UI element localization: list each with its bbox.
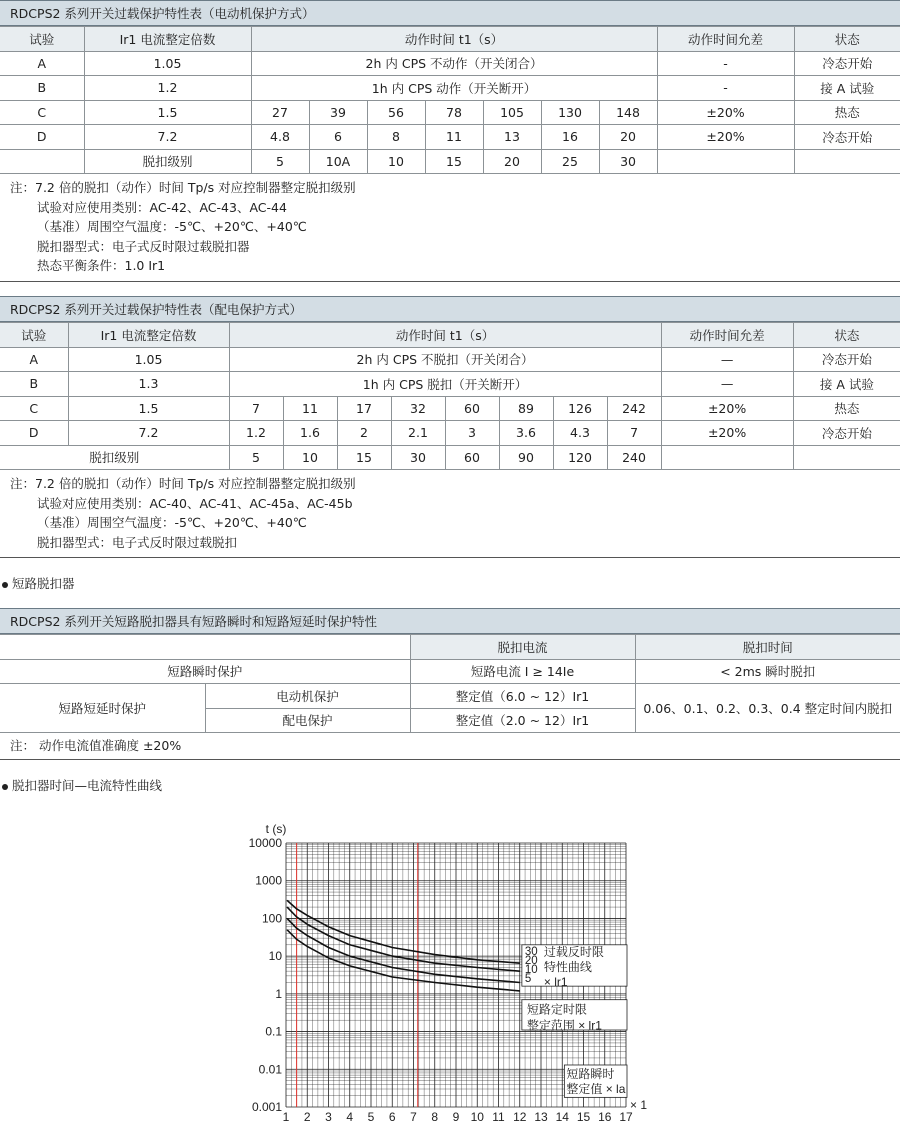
- note-line: （基准）周围空气温度：-5℃、+20℃、+40℃: [37, 515, 307, 530]
- x-tick-label: 15: [576, 1110, 591, 1124]
- cell: 4.3: [553, 421, 607, 446]
- cell: [794, 149, 900, 174]
- motor-overload-table: [0, 26, 900, 174]
- short-circuit-table: [0, 634, 900, 733]
- instant-label: 短路瞬时: [566, 1066, 615, 1081]
- cell: 105: [483, 100, 541, 125]
- bullet-icon: [2, 784, 8, 790]
- cell: C: [0, 396, 68, 421]
- cell: 1.2: [84, 76, 251, 101]
- x-tick-label: 6: [388, 1110, 396, 1124]
- y-tick-label: 1: [275, 986, 282, 1001]
- cell: 1h 内 CPS 动作（开关断开）: [251, 76, 657, 101]
- cell: ±20%: [661, 421, 793, 446]
- overload-label: × lr1: [543, 974, 568, 989]
- cell: 整定值（2.0 ~ 12）Ir1: [410, 708, 635, 733]
- col-test: 试验: [0, 323, 68, 348]
- note-line: 注：7.2 倍的脱扣（动作）时间 Tp/s 对应控制器整定脱扣级别: [10, 180, 356, 195]
- overload-label: 特性曲线: [543, 959, 592, 974]
- x-tick-label: 4: [346, 1110, 354, 1124]
- cell: 242: [607, 396, 661, 421]
- cell: —: [661, 372, 793, 397]
- cell: [657, 149, 794, 174]
- cell: 2h 内 CPS 不动作（开关闭合）: [251, 51, 657, 76]
- heading-text: 短路脱扣器: [12, 576, 75, 591]
- note-line: 注：7.2 倍的脱扣（动作）时间 Tp/s 对应控制器整定脱扣级别: [10, 476, 356, 491]
- cell: [0, 149, 84, 174]
- cell: ±20%: [661, 396, 793, 421]
- cell: C: [0, 100, 84, 125]
- cell: 10: [367, 149, 425, 174]
- cell: 冷态开始: [793, 347, 900, 372]
- cell: 32: [391, 396, 445, 421]
- table2-title: RDCPS2 系列开关过载保护特性表（配电保护方式）: [0, 296, 900, 322]
- cell: 5: [251, 149, 309, 174]
- cell: 短路短延时保护: [0, 684, 205, 733]
- cell: 1h 内 CPS 脱扣（开关断开）: [229, 372, 661, 397]
- table-row: [0, 659, 900, 684]
- curve-number-label: 5: [524, 972, 532, 985]
- bullet-icon: [2, 582, 8, 588]
- curve-20: [287, 907, 520, 971]
- cell: 1.5: [68, 396, 229, 421]
- cell: 2: [337, 421, 391, 446]
- col-tolerance: 动作时间允差: [657, 27, 794, 52]
- cell: 30: [391, 445, 445, 470]
- cell: 脱扣级别: [84, 149, 251, 174]
- y-tick-label: 10000: [248, 836, 282, 850]
- table1-notes: [0, 174, 900, 281]
- cell: 8: [367, 125, 425, 150]
- cell: 1.2: [229, 421, 283, 446]
- cell: 5: [229, 445, 283, 470]
- cell: A: [0, 51, 84, 76]
- cell: 7.2: [68, 421, 229, 446]
- col-time: 动作时间 t1（s）: [229, 323, 661, 348]
- y-tick-label: 100: [261, 911, 282, 926]
- x-tick-label: 14: [555, 1110, 569, 1124]
- curve-heading: [0, 776, 900, 796]
- short-delay-label: 整定范围 × lr1: [526, 1018, 602, 1033]
- cell: < 2ms 瞬时脱扣: [635, 659, 900, 684]
- x-axis-label: × 1: [630, 1098, 648, 1112]
- cell: 30: [599, 149, 657, 174]
- cell: [793, 445, 900, 470]
- table-row: [0, 372, 900, 397]
- cell: 39: [309, 100, 367, 125]
- cell: 56: [367, 100, 425, 125]
- cell: 配电保护: [205, 708, 410, 733]
- col-tolerance: 动作时间允差: [661, 323, 793, 348]
- cell: 1.6: [283, 421, 337, 446]
- instant-label: 整定值 × la: [566, 1081, 626, 1096]
- cell: 15: [425, 149, 483, 174]
- cell: 接 A 试验: [793, 372, 900, 397]
- col-state: 状态: [794, 27, 900, 52]
- note-line: 脱扣器型式：电子式反时限过载脱扣器: [37, 238, 250, 254]
- x-tick-label: 3: [325, 1110, 332, 1124]
- cell: 20: [599, 125, 657, 150]
- time-current-chart: [230, 815, 660, 1125]
- col-trip-current: 脱扣电流: [410, 635, 635, 660]
- cell: 15: [337, 445, 391, 470]
- cell: 1.5: [84, 100, 251, 125]
- cell: 2h 内 CPS 不脱扣（开关闭合）: [229, 347, 661, 372]
- cell: 电动机保护: [205, 684, 410, 709]
- cell: B: [0, 372, 68, 397]
- cell: B: [0, 76, 84, 101]
- cell: 热态: [793, 396, 900, 421]
- cell: 78: [425, 100, 483, 125]
- curve-number-label: 30: [524, 945, 538, 958]
- cell: ±20%: [657, 100, 794, 125]
- cell: 0.06、0.1、0.2、0.3、0.4 整定时间内脱扣: [635, 684, 900, 733]
- table-row: [0, 125, 900, 150]
- y-tick-label: 10: [268, 949, 282, 964]
- note-line: 注： 动作电流值准确度 ±20%: [10, 738, 182, 753]
- cell: 25: [541, 149, 599, 174]
- cell: D: [0, 125, 84, 150]
- cell: 1.05: [84, 51, 251, 76]
- cell: 3: [445, 421, 499, 446]
- table2-notes: [0, 470, 900, 557]
- cell: 7: [607, 421, 661, 446]
- distribution-overload-table: [0, 322, 900, 470]
- table-row: [0, 51, 900, 76]
- cell: 120: [553, 445, 607, 470]
- x-tick-label: 12: [513, 1110, 527, 1124]
- cell: [661, 445, 793, 470]
- cell: 60: [445, 396, 499, 421]
- y-tick-label: 1000: [255, 873, 282, 888]
- short-delay-label: 短路定时限: [526, 1002, 587, 1017]
- x-tick-label: 7: [410, 1110, 417, 1124]
- x-tick-label: 9: [452, 1110, 460, 1124]
- note-line: 热态平衡条件：1.0 Ir1: [37, 258, 166, 273]
- col-state: 状态: [793, 323, 900, 348]
- cell: 89: [499, 396, 553, 421]
- cell: 17: [337, 396, 391, 421]
- col-time: 动作时间 t1（s）: [251, 27, 657, 52]
- table3-note: [0, 733, 900, 759]
- note-line: 试验对应使用类别：AC-40、AC-41、AC-45a、AC-45b: [37, 495, 353, 511]
- cell: 接 A 试验: [794, 76, 900, 101]
- divider: [0, 281, 900, 282]
- short-circuit-heading: [0, 574, 900, 594]
- cell: 冷态开始: [794, 51, 900, 76]
- cell: A: [0, 347, 68, 372]
- cell: 130: [541, 100, 599, 125]
- table3-title: RDCPS2 系列开关短路脱扣器具有短路瞬时和短路短延时保护特性: [0, 608, 900, 634]
- cell: 1.05: [68, 347, 229, 372]
- cell: 4.8: [251, 125, 309, 150]
- cell: 240: [607, 445, 661, 470]
- cell: 10A: [309, 149, 367, 174]
- cell: 27: [251, 100, 309, 125]
- x-tick-label: 11: [492, 1110, 505, 1124]
- cell: 脱扣级别: [0, 445, 229, 470]
- curve-10: [287, 918, 520, 982]
- table-row: [0, 347, 900, 372]
- y-axis-label: t (s): [265, 822, 287, 836]
- heading-text: 脱扣器时间—电流特性曲线: [12, 778, 163, 793]
- cell: 7: [229, 396, 283, 421]
- table-row: [0, 445, 900, 470]
- cell: 13: [483, 125, 541, 150]
- cell: ±20%: [657, 125, 794, 150]
- cell: 1.3: [68, 372, 229, 397]
- y-tick-label: 0.1: [265, 1024, 282, 1039]
- table-row: [0, 149, 900, 174]
- cell: 短路电流 I ≥ 14Ie: [410, 659, 635, 684]
- cell: 冷态开始: [794, 125, 900, 150]
- cell: 11: [425, 125, 483, 150]
- x-tick-label: 2: [303, 1110, 311, 1124]
- cell: D: [0, 421, 68, 446]
- col-multiple: Ir1 电流整定倍数: [84, 27, 251, 52]
- cell: 7.2: [84, 125, 251, 150]
- x-tick-label: 8: [431, 1110, 439, 1124]
- divider: [0, 557, 900, 558]
- cell: -: [657, 76, 794, 101]
- table-row: [0, 684, 900, 709]
- overload-label: 过载反时限: [543, 944, 604, 959]
- y-tick-label: 0.001: [251, 1100, 282, 1114]
- table-row: [0, 100, 900, 125]
- col-trip-time: 脱扣时间: [635, 635, 900, 660]
- cell: -: [657, 51, 794, 76]
- note-line: 脱扣器型式：电子式反时限过载脱扣: [37, 534, 238, 550]
- cell: 10: [283, 445, 337, 470]
- cell: 148: [599, 100, 657, 125]
- x-tick-label: 5: [367, 1110, 375, 1124]
- note-line: （基准）周围空气温度：-5℃、+20℃、+40℃: [37, 219, 307, 234]
- note-line: 试验对应使用类别：AC-42、AC-43、AC-44: [37, 199, 287, 215]
- col-test: 试验: [0, 27, 84, 52]
- cell: —: [661, 347, 793, 372]
- cell: 16: [541, 125, 599, 150]
- cell: 3.6: [499, 421, 553, 446]
- cell: 冷态开始: [793, 421, 900, 446]
- cell: 20: [483, 149, 541, 174]
- divider: [0, 759, 900, 760]
- cell: 热态: [794, 100, 900, 125]
- col-multiple: Ir1 电流整定倍数: [68, 323, 229, 348]
- cell: 60: [445, 445, 499, 470]
- cell: 126: [553, 396, 607, 421]
- table-row: [0, 396, 900, 421]
- x-tick-label: 1: [282, 1110, 290, 1124]
- cell: 6: [309, 125, 367, 150]
- table-row: [0, 76, 900, 101]
- cell: 整定值（6.0 ~ 12）Ir1: [410, 684, 635, 709]
- curve-number-label: 20: [524, 954, 538, 967]
- x-tick-label: 13: [534, 1110, 548, 1124]
- curve-number-label: 10: [524, 963, 538, 976]
- x-tick-label: 10: [470, 1110, 484, 1124]
- cell: 11: [283, 396, 337, 421]
- cell: 2.1: [391, 421, 445, 446]
- table-row: [0, 421, 900, 446]
- x-tick-label: 16: [598, 1110, 612, 1124]
- cell: 短路瞬时保护: [0, 659, 410, 684]
- table1-title: RDCPS2 系列开关过载保护特性表（电动机保护方式）: [0, 0, 900, 26]
- y-tick-label: 0.01: [258, 1062, 282, 1077]
- cell: 90: [499, 445, 553, 470]
- x-tick-label: 17: [619, 1110, 633, 1124]
- cell: [0, 635, 410, 660]
